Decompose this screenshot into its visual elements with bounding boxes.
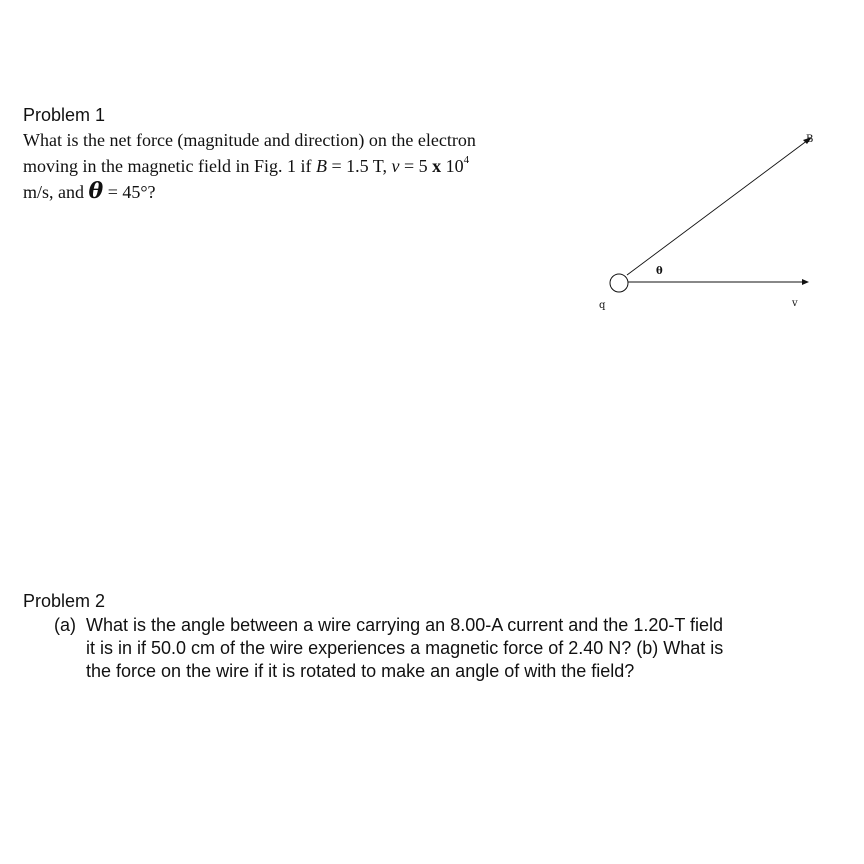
line-3-text-b: = 45°? [103,182,156,202]
problem-1-line-3 [23,179,583,205]
problem-1-heading: Problem 1 [23,105,106,125]
velocity-arrowhead [802,279,809,285]
line-2-text-c: = 5 [399,156,433,176]
line-2-text-a: moving in the magnetic field in Fig. 1 if [23,156,316,176]
label-theta: θ [656,266,663,277]
exponent: 4 [463,154,470,166]
variable-B: B [315,156,327,176]
line-3-text-a: m/s, and [23,182,89,202]
line-2-text-d: 10 [441,156,464,176]
problem-1-text [23,127,583,205]
problem-1-line-2 [23,153,583,179]
label-v: v [792,298,798,309]
problem-2-line-2: it is in if 50.0 cm of the wire experiences a magnetic force of 2.40 N? (b) What is [86,638,724,658]
problem-1-line-1: What is the net force (magnitude and direction) on the electron [23,130,476,150]
label-q: q [599,300,606,311]
problem-2-line-1-text: What is the angle between a wire carrying an 8.00-A current and the 1.20-T field [86,615,724,635]
problem-2-heading: Problem 2 [23,591,106,611]
problem-2-line-1 [54,614,844,637]
label-B: B [806,134,814,145]
theta-symbol: θ [88,178,104,204]
field-vector-B [627,140,808,275]
magnetic-field-figure [580,125,840,325]
problem-2-text [54,614,844,683]
charge-circle [610,274,628,292]
problem-2-line-3: the force on the wire if it is rotated to make an angle of with the field? [86,661,635,681]
line-2-text-b: = 1.5 T, [326,156,392,176]
variable-v: v [391,156,400,176]
part-a-label: (a) [54,615,76,635]
times-sign: x [432,156,442,176]
